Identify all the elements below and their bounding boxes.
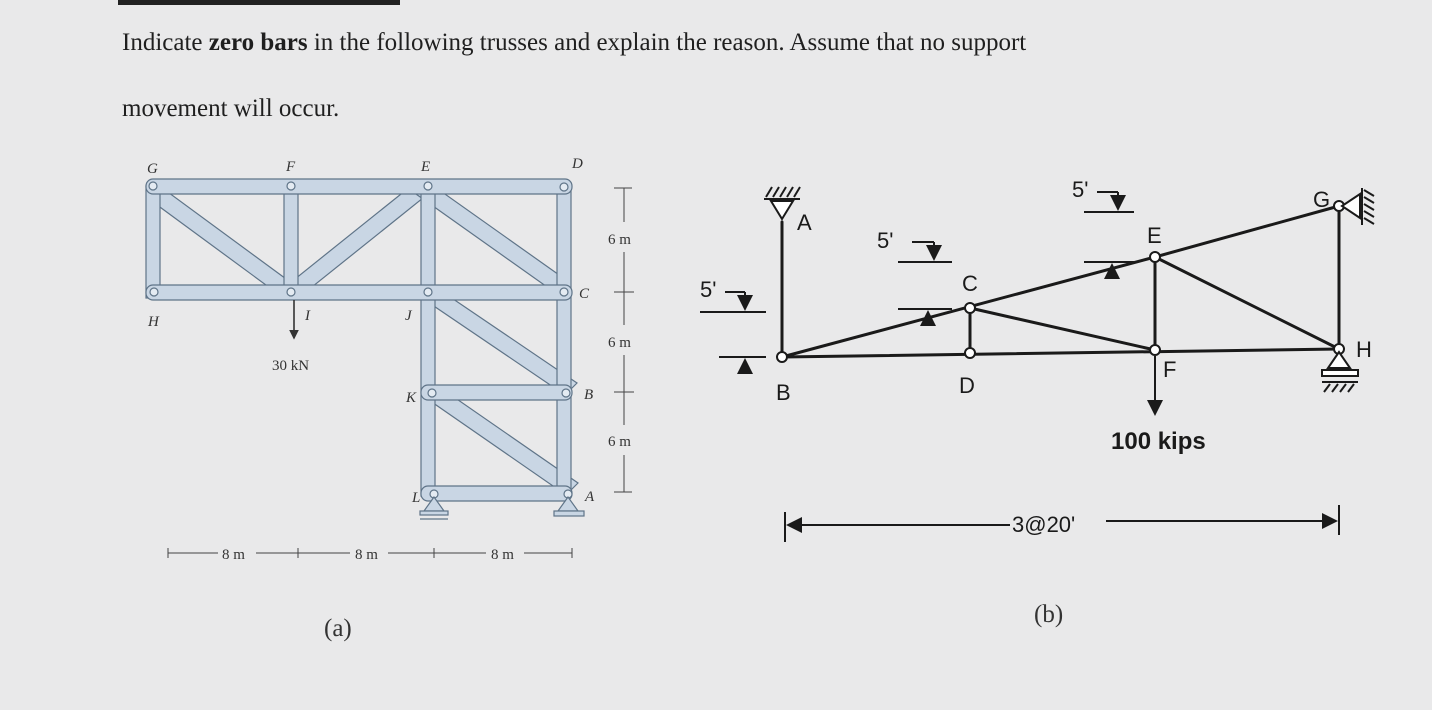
- height-label-2: 6 m: [608, 335, 631, 351]
- member-bottom-chord: [782, 349, 1339, 357]
- node-g-label: G: [147, 161, 158, 177]
- node-d-label: D: [572, 156, 583, 172]
- node-b-b-label: B: [776, 380, 791, 405]
- member-e-l: [421, 186, 435, 496]
- span-label-2: 8 m: [355, 547, 378, 563]
- member-e-h: [1155, 257, 1339, 349]
- member-k-b: [421, 385, 572, 400]
- member-g-i: [149, 187, 297, 299]
- node-e-label: E: [421, 159, 431, 175]
- node-l-label: L: [412, 490, 421, 506]
- height-label-3: 6 m: [608, 434, 631, 450]
- node-d-b-label: D: [959, 373, 975, 398]
- member-c-f: [970, 308, 1155, 350]
- node-a-label: A: [585, 489, 595, 505]
- member-k-a: [426, 386, 578, 495]
- node-c-label: C: [579, 286, 590, 302]
- member-e-c: [416, 182, 569, 294]
- member-g-h: [146, 186, 160, 298]
- member-g-d: [146, 179, 572, 194]
- span-label-b: 3@20': [1012, 512, 1076, 537]
- node-k-label: K: [406, 390, 417, 406]
- pin-support-g-icon: [1342, 188, 1374, 225]
- prompt-line-1: Indicate zero bars in the following trusses and explain the reason. Assume that no support: [122, 29, 1027, 56]
- truss-a: [146, 156, 634, 642]
- node-h-b-label: H: [1356, 337, 1372, 362]
- caption-a: (a): [324, 615, 352, 642]
- member-e-g: [1155, 206, 1339, 257]
- member-d-a: [557, 186, 571, 496]
- load-label-30kn: 30 kN: [272, 358, 310, 374]
- node-f-b-label: F: [1163, 357, 1177, 382]
- member-h-c: [146, 285, 572, 300]
- node-h-label: H: [148, 314, 159, 330]
- slope-label-2: 5': [877, 228, 894, 253]
- slope-label-1: 5': [700, 277, 717, 302]
- member-l-a: [421, 486, 572, 501]
- height-marks-5ft: [700, 192, 1134, 372]
- load-label-100kips: 100 kips: [1111, 428, 1206, 455]
- pin-support-a-b-icon: [764, 187, 800, 219]
- truss-b: [700, 177, 1374, 628]
- zero-bars-emphasis: zero bars: [208, 29, 308, 56]
- member-f-i: [284, 186, 298, 292]
- node-b-label: B: [584, 387, 594, 403]
- node-f-label: F: [286, 159, 296, 175]
- node-a-b-label: A: [797, 210, 812, 235]
- prompt-line-2: movement will occur.: [122, 95, 340, 122]
- span-label-3: 8 m: [491, 547, 514, 563]
- node-e-b-label: E: [1147, 223, 1162, 248]
- node-j-label: J: [405, 308, 412, 324]
- height-label-1: 6 m: [608, 232, 631, 248]
- node-i-label: I: [305, 308, 310, 324]
- node-c-b-label: C: [962, 271, 978, 296]
- member-i-e: [285, 182, 428, 299]
- slope-label-3: 5': [1072, 177, 1089, 202]
- caption-b: (b): [1034, 601, 1064, 628]
- node-g-b-label: G: [1313, 187, 1331, 212]
- roller-support-h-icon: [1322, 352, 1358, 392]
- member-j-b: [422, 286, 577, 395]
- span-label-1: 8 m: [222, 547, 245, 563]
